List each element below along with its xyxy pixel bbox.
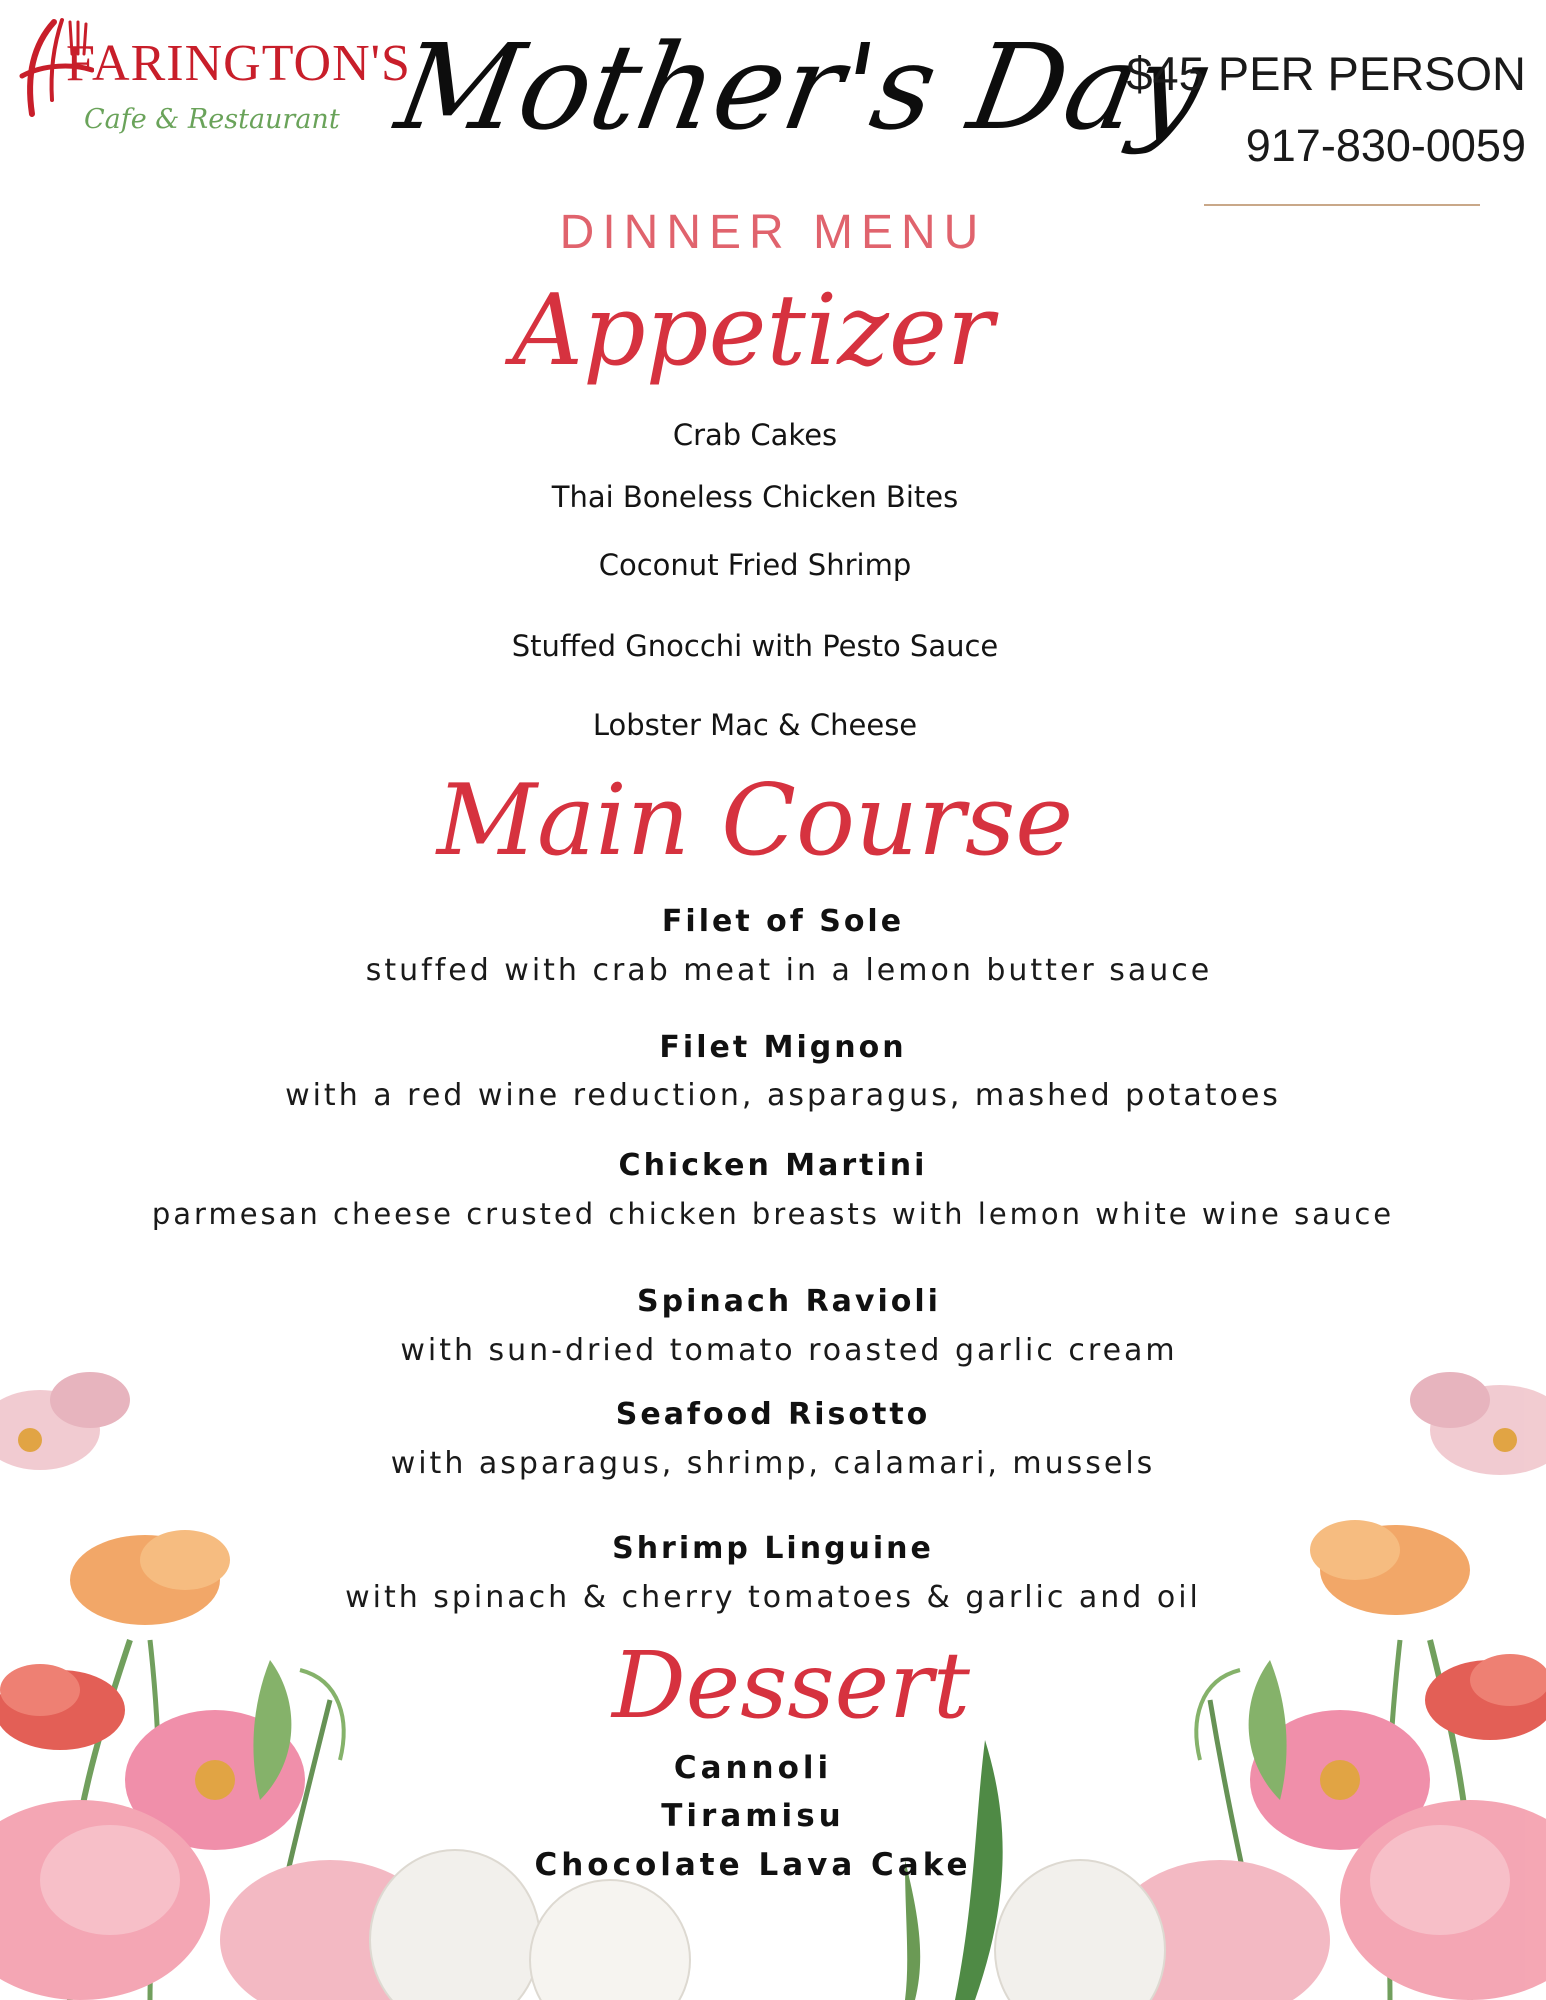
price-per-person: $45 PER PERSON [1126, 47, 1526, 100]
menu-subtitle: DINNER MENU [559, 206, 987, 259]
dish-description: with spinach & cherry tomatoes & garlic and oil [345, 1580, 1201, 1615]
dish-description: with a red wine reduction, asparagus, mashed potatoes [285, 1078, 1281, 1113]
dish-name: Chicken Martini [618, 1148, 928, 1183]
dish-name: Seafood Risotto [615, 1397, 931, 1432]
dish-name: Spinach Ravioli [637, 1284, 941, 1319]
logo-tagline: Cafe & Restaurant [84, 104, 340, 135]
dish-description: with sun-dried tomato roasted garlic cream [400, 1333, 1178, 1368]
dish-name: Filet of Sole [661, 904, 905, 939]
dish-description: with asparagus, shrimp, calamari, mussels [390, 1446, 1156, 1481]
phone-number[interactable]: 917-830-0059 [1245, 120, 1526, 171]
logo-name: FARINGTON'S [66, 35, 411, 92]
section-heading-main-course: Main Course [436, 764, 1074, 878]
appetizer-item: Coconut Fried Shrimp [598, 548, 912, 582]
section-heading-appetizer: Appetizer [512, 274, 994, 388]
dish-description: parmesan cheese crusted chicken breasts with lemon white wine sauce [151, 1197, 1395, 1231]
appetizer-item: Crab Cakes [672, 418, 838, 452]
section-heading-dessert: Dessert [611, 1632, 971, 1739]
appetizer-item: Thai Boneless Chicken Bites [551, 480, 959, 514]
appetizer-item: Stuffed Gnocchi with Pesto Sauce [511, 629, 999, 663]
dessert-item: Tiramisu [661, 1798, 845, 1834]
dessert-item: Cannoli [673, 1750, 833, 1786]
dish-name: Filet Mignon [659, 1030, 907, 1065]
dessert-item: Chocolate Lava Cake [534, 1847, 972, 1883]
page-title: Mother's Day [387, 18, 1216, 156]
dish-description: stuffed with crab meat in a lemon butter sauce [365, 953, 1213, 988]
dish-name: Shrimp Linguine [612, 1531, 934, 1566]
appetizer-item: Lobster Mac & Cheese [592, 708, 918, 742]
